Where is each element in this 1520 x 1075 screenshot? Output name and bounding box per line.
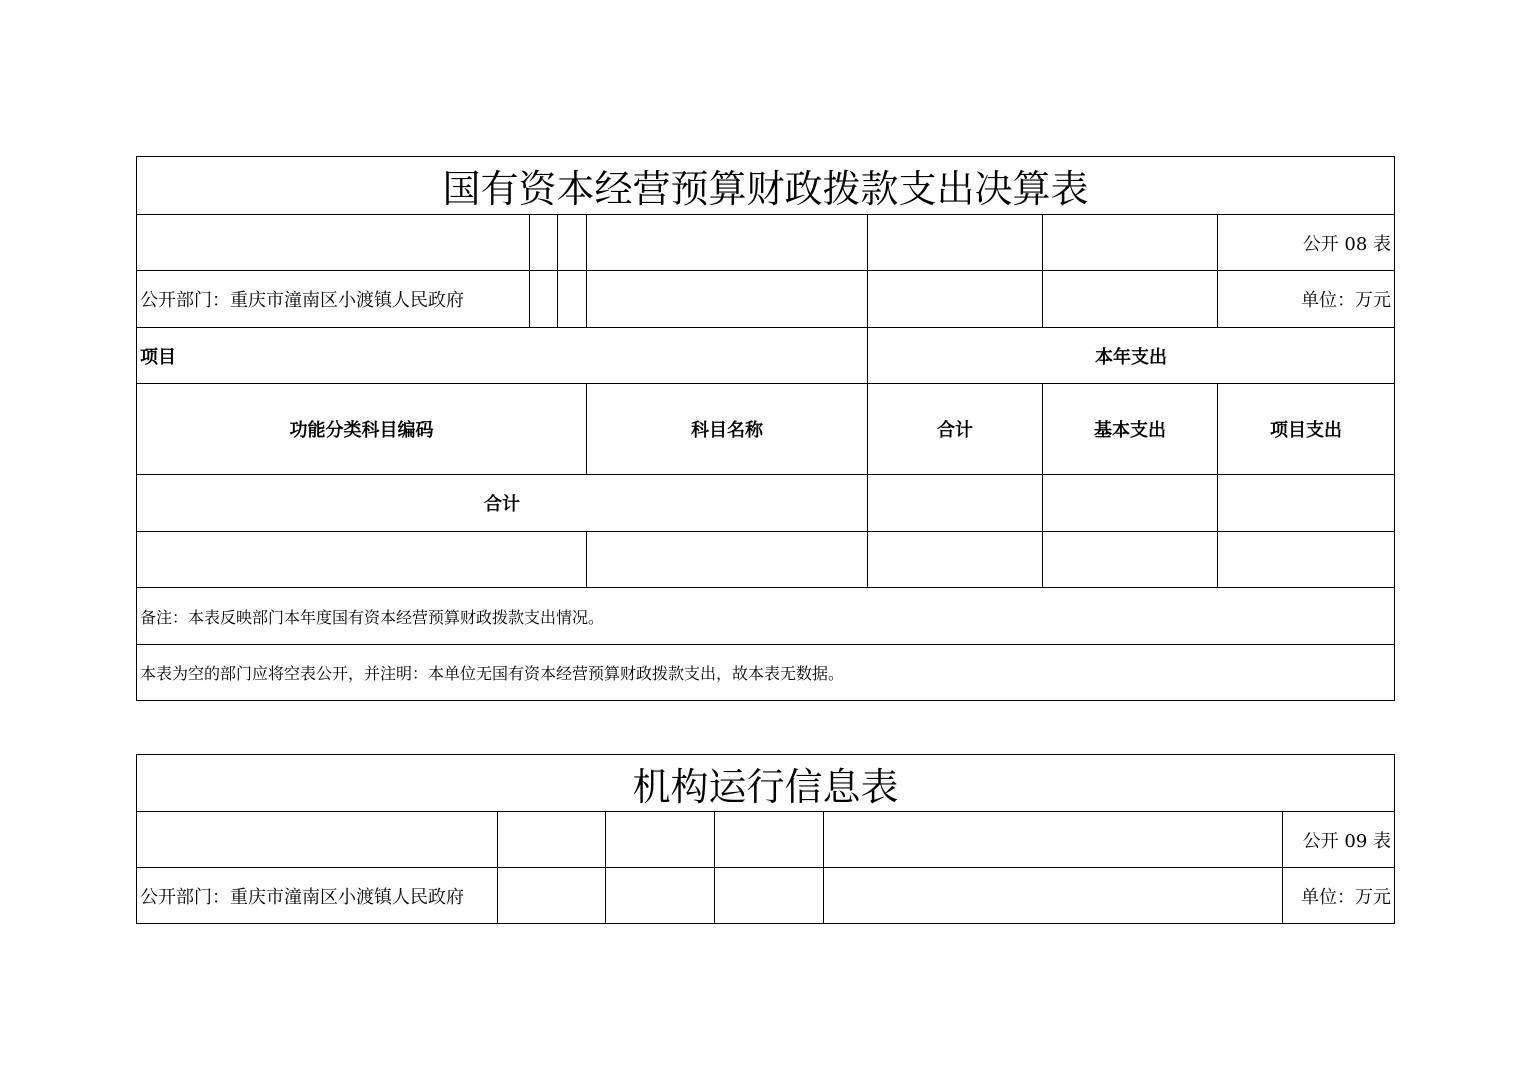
total-cell <box>868 475 1043 532</box>
header-basic-expense: 基本支出 <box>1043 384 1218 475</box>
data-row-total-cell <box>868 532 1043 588</box>
empty-cell <box>558 215 587 271</box>
empty-cell <box>715 868 824 924</box>
empty-cell <box>824 812 1283 868</box>
total-basic-cell <box>1043 475 1218 532</box>
form-number: 公开 08 表 <box>1218 215 1395 271</box>
note-line-1: 备注：本表反映部门本年度国有资本经营预算财政拨款支出情况。 <box>137 588 1395 645</box>
table-title: 国有资本经营预算财政拨款支出决算表 <box>137 157 1395 215</box>
department-label: 公开部门：重庆市潼南区小渡镇人民政府 <box>137 868 498 924</box>
header-current-year-expense: 本年支出 <box>868 328 1395 384</box>
empty-cell <box>558 271 587 328</box>
empty-cell <box>137 215 530 271</box>
empty-cell <box>606 812 715 868</box>
empty-cell <box>868 271 1043 328</box>
header-subject-name: 科目名称 <box>587 384 868 475</box>
department-label: 公开部门：重庆市潼南区小渡镇人民政府 <box>137 271 530 328</box>
unit-label: 单位：万元 <box>1218 271 1395 328</box>
data-row-project-cell <box>1218 532 1395 588</box>
empty-cell <box>868 215 1043 271</box>
empty-cell <box>137 812 498 868</box>
data-row-name-cell <box>587 532 868 588</box>
header-total: 合计 <box>868 384 1043 475</box>
institution-operation-table <box>136 754 1395 924</box>
capital-budget-expense-table <box>136 156 1395 701</box>
empty-cell <box>715 812 824 868</box>
empty-cell <box>530 271 558 328</box>
empty-cell <box>498 812 606 868</box>
empty-cell <box>587 271 868 328</box>
header-function-code: 功能分类科目编码 <box>137 384 587 475</box>
form-number: 公开 09 表 <box>1283 812 1395 868</box>
header-project-expense: 项目支出 <box>1218 384 1395 475</box>
empty-cell <box>530 215 558 271</box>
note-line-2: 本表为空的部门应将空表公开，并注明：本单位无国有资本经营预算财政拨款支出，故本表无数据。 <box>137 645 1395 701</box>
data-row-basic-cell <box>1043 532 1218 588</box>
empty-cell <box>1043 215 1218 271</box>
empty-cell <box>498 868 606 924</box>
table-title: 机构运行信息表 <box>137 755 1395 812</box>
data-row-code-cell <box>137 532 587 588</box>
empty-cell <box>606 868 715 924</box>
header-item: 项目 <box>137 328 868 384</box>
unit-label: 单位：万元 <box>1283 868 1395 924</box>
empty-cell <box>1043 271 1218 328</box>
total-row-label: 合计 <box>137 475 868 532</box>
total-project-cell <box>1218 475 1395 532</box>
empty-cell <box>824 868 1283 924</box>
empty-cell <box>587 215 868 271</box>
